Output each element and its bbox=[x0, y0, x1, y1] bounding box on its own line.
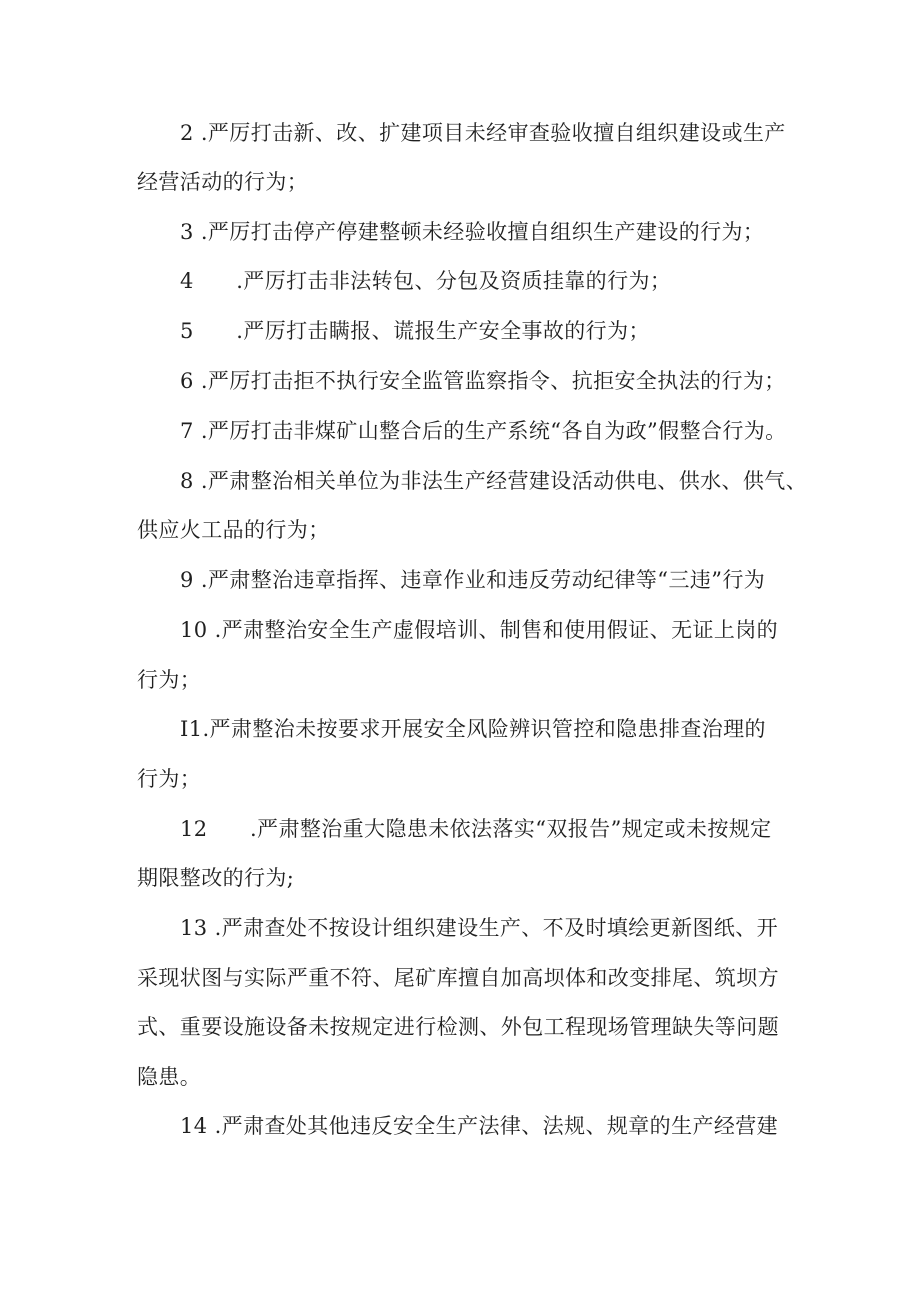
item-6-line-1: 6 .严厉打击拒不执行安全监管监察指令、抗拒安全执法的行为； bbox=[180, 369, 786, 393]
item-3-line-1: 3 .严厉打击停产停建整顿未经验收擅自组织生产建设的行为； bbox=[180, 220, 765, 244]
item-8-line-1: 8 .严肃整治相关单位为非法生产经营建设活动供电、供水、供气、 bbox=[180, 469, 808, 493]
item-14-line-1: 14 .严肃查处其他违反安全生产法律、法规、规章的生产经营建 bbox=[180, 1114, 779, 1138]
item-5-line-1: 5 .严厉打击瞒报、谎报生产安全事故的行为； bbox=[180, 319, 650, 343]
item-2-line-1: 2 .严厉打击新、改、扩建项目未经审查验收擅自组织建设或生产 bbox=[180, 121, 786, 145]
item-2-line-2: 经营活动的行为； bbox=[137, 170, 309, 194]
item-12-line-1: 12 .严肃整治重大隐患未依法落实“双报告”规定或未按规定 bbox=[180, 817, 772, 841]
item-9-line-1: 9 .严肃整治违章指挥、违章作业和违反劳动纪律等“三违”行为 bbox=[180, 568, 766, 592]
item-4-line-1: 4 .严厉打击非法转包、分包及资质挂靠的行为； bbox=[180, 269, 672, 293]
item-11-line-2: 行为； bbox=[137, 767, 202, 791]
item-10-line-1: 10 .严肃整治安全生产虚假培训、制售和使用假证、无证上岗的 bbox=[180, 618, 779, 642]
item-12-line-2: 期限整改的行为; bbox=[137, 866, 295, 890]
item-10-line-2: 行为； bbox=[137, 668, 202, 692]
item-11-line-1: I1.严肃整治未按要求开展安全风险辨识管控和隐患排查治理的 bbox=[180, 717, 766, 741]
item-13-line-1: 13 .严肃查处不按设计组织建设生产、不及时填绘更新图纸、开 bbox=[180, 916, 779, 940]
item-13-line-2: 采现状图与实际严重不符、尾矿库擅自加高坝体和改变排尾、筑坝方 bbox=[137, 966, 779, 990]
item-13-line-3: 式、重要设施设备未按规定进行检测、外包工程现场管理缺失等问题 bbox=[137, 1015, 779, 1039]
item-8-line-2: 供应火工品的行为； bbox=[137, 518, 330, 542]
item-13-line-4: 隐患。 bbox=[137, 1065, 202, 1089]
item-7-line-1: 7 .严厉打击非煤矿山整合后的生产系统“各自为政”假整合行为。 bbox=[180, 419, 787, 443]
